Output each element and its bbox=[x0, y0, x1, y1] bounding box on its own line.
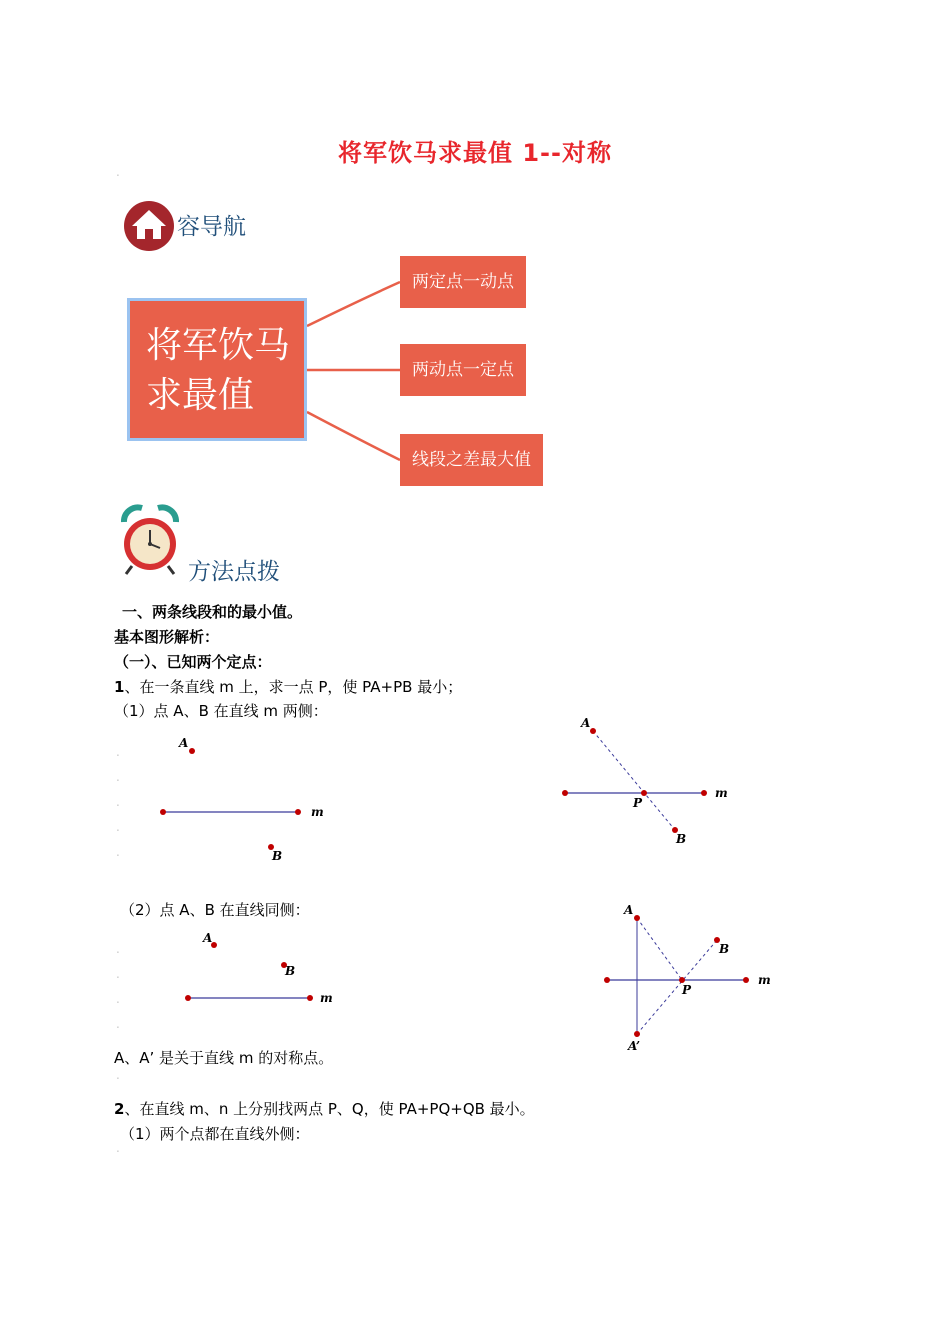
segment-AP bbox=[637, 918, 682, 980]
label-A: A bbox=[624, 903, 634, 917]
question-2-case-1: （1）两个点都在直线外侧： bbox=[120, 1125, 310, 1143]
paragraph-mark: . bbox=[116, 165, 120, 179]
nav-heading: 容导航 bbox=[177, 214, 246, 240]
point-A-prime bbox=[634, 1031, 640, 1037]
label-A: A bbox=[581, 716, 591, 730]
question-1-text: 、在一条直线 m 上，求一点 P，使 PA+PB 最小； bbox=[124, 678, 463, 696]
question-2-number: 2 bbox=[114, 1100, 125, 1118]
heading-basic-figures: 基本图形解析： bbox=[114, 628, 220, 646]
mindmap-main-line2: 求最值 bbox=[146, 375, 255, 416]
paragraph-mark: . bbox=[116, 770, 120, 784]
page-title: 将军饮马求最值 1--对称 bbox=[338, 139, 612, 167]
segment-A2B bbox=[637, 940, 717, 1034]
label-A-prime: A’ bbox=[628, 1039, 641, 1053]
label-m: m bbox=[311, 805, 324, 819]
point-A bbox=[634, 915, 640, 921]
paragraph-mark: . bbox=[116, 967, 120, 981]
heading-two-fixed-points: （一）、已知两个定点： bbox=[114, 653, 272, 671]
case-2-label: （2）点 A、B 在直线同侧： bbox=[120, 901, 310, 919]
mindmap-child-1: 两定点一动点 bbox=[400, 256, 526, 308]
question-2-text: 、在直线 m、n 上分别找两点 P、Q，使 PA+PQ+QB 最小。 bbox=[124, 1100, 535, 1118]
symmetric-note: A、A’ 是关于直线 m 的对称点。 bbox=[114, 1049, 334, 1067]
label-A: A bbox=[179, 736, 189, 750]
case-1-label: （1）点 A、B 在直线 m 两侧： bbox=[114, 702, 328, 720]
paragraph-mark: . bbox=[116, 795, 120, 809]
label-m: m bbox=[715, 786, 728, 800]
paragraph-mark: . bbox=[116, 942, 120, 956]
question-2 bbox=[114, 1099, 535, 1119]
mindmap-child-3: 线段之差最大值 bbox=[400, 434, 543, 486]
label-P: P bbox=[682, 983, 692, 997]
paragraph-mark: . bbox=[116, 1068, 120, 1082]
label-B: B bbox=[285, 964, 296, 978]
label-B: B bbox=[676, 832, 687, 846]
paragraph-mark: . bbox=[116, 1141, 120, 1155]
line-m-end-point bbox=[743, 977, 749, 983]
paragraph-mark: . bbox=[116, 845, 120, 859]
label-m: m bbox=[758, 973, 771, 987]
method-heading: 方法点拨 bbox=[188, 559, 280, 585]
heading-two-segments: 一、两条线段和的最小值。 bbox=[122, 603, 303, 621]
label-B: B bbox=[719, 942, 730, 956]
mindmap-main-line1: 将军饮马 bbox=[146, 325, 291, 366]
paragraph-mark: . bbox=[116, 992, 120, 1006]
label-m: m bbox=[320, 991, 333, 1005]
question-1-number: 1 bbox=[114, 678, 125, 696]
paragraph-mark: . bbox=[116, 820, 120, 834]
paragraph-mark: . bbox=[116, 745, 120, 759]
label-A: A bbox=[203, 931, 213, 945]
label-B: B bbox=[272, 849, 283, 863]
label-P: P bbox=[633, 796, 643, 810]
mindmap-child-2: 两动点一定点 bbox=[400, 344, 526, 396]
line-m-start-point bbox=[604, 977, 610, 983]
paragraph-mark: . bbox=[116, 1017, 120, 1031]
